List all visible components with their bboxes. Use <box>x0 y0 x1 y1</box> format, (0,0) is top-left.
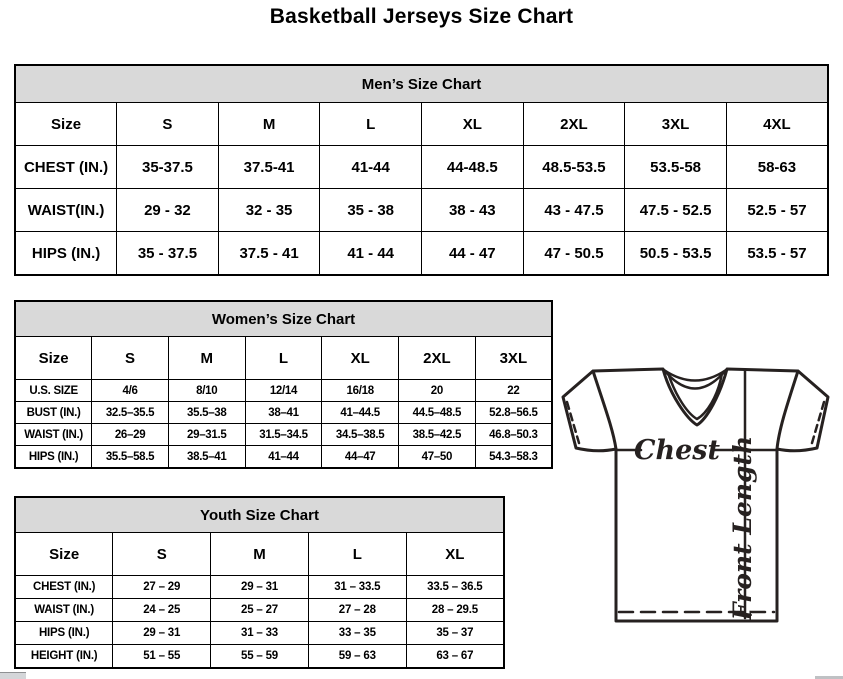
table-cell: 35 - 38 <box>320 189 422 232</box>
table-cell: 35.5–58.5 <box>92 446 169 469</box>
table-cell: 8/10 <box>168 380 245 402</box>
table-cell: 33.5 – 36.5 <box>406 576 504 599</box>
table-cell: 44–47 <box>322 446 399 469</box>
jersey-measurement-diagram <box>557 363 842 629</box>
table-cell: 50.5 - 53.5 <box>625 232 727 276</box>
table-cell: 28 – 29.5 <box>406 599 504 622</box>
mens-size-chart-table <box>14 64 829 276</box>
womens-column-header: XL <box>322 337 399 380</box>
table-cell: 34.5–38.5 <box>322 424 399 446</box>
table-cell: 46.8–50.3 <box>475 424 552 446</box>
mens-column-header: 4XL <box>726 103 828 146</box>
table-cell: 16/18 <box>322 380 399 402</box>
table-cell: 47 - 50.5 <box>523 232 625 276</box>
front-length-label: Front Length <box>728 435 757 621</box>
row-label: U.S. SIZE <box>15 380 92 402</box>
table-cell: 29 – 31 <box>113 622 211 645</box>
table-cell: 32.5–35.5 <box>92 402 169 424</box>
table-cell: 41-44 <box>320 146 422 189</box>
table-cell: 29 – 31 <box>211 576 309 599</box>
table-cell: 47.5 - 52.5 <box>625 189 727 232</box>
table-cell: 58-63 <box>726 146 828 189</box>
row-label: HIPS (IN.) <box>15 622 113 645</box>
table-cell: 31 – 33 <box>211 622 309 645</box>
table-cell: 44-48.5 <box>422 146 524 189</box>
table-cell: 33 – 35 <box>308 622 406 645</box>
table-cell: 4/6 <box>92 380 169 402</box>
table-cell: 51 – 55 <box>113 645 211 669</box>
row-label: HIPS (IN.) <box>15 446 92 469</box>
table-cell: 32 - 35 <box>218 189 320 232</box>
table-cell: 38.5–42.5 <box>399 424 476 446</box>
table-cell: 37.5 - 41 <box>218 232 320 276</box>
table-cell: 59 – 63 <box>308 645 406 669</box>
mens-chart-title: Men’s Size Chart <box>15 65 828 103</box>
youth-column-header: M <box>211 533 309 576</box>
scrollbar-fragment-left[interactable] <box>0 672 26 679</box>
row-label: WAIST(IN.) <box>15 189 117 232</box>
womens-column-header: 3XL <box>475 337 552 380</box>
table-cell: 41–44.5 <box>322 402 399 424</box>
row-label: HEIGHT (IN.) <box>15 645 113 669</box>
table-cell: 63 – 67 <box>406 645 504 669</box>
mens-column-header: S <box>117 103 219 146</box>
womens-size-header: Size <box>15 337 92 380</box>
table-cell: 35 – 37 <box>406 622 504 645</box>
womens-column-header: S <box>92 337 169 380</box>
table-cell: 12/14 <box>245 380 322 402</box>
table-cell: 35 - 37.5 <box>117 232 219 276</box>
table-cell: 55 – 59 <box>211 645 309 669</box>
table-cell: 38–41 <box>245 402 322 424</box>
table-cell: 20 <box>399 380 476 402</box>
table-cell: 27 – 28 <box>308 599 406 622</box>
youth-size-chart-table <box>14 496 505 669</box>
table-cell: 52.5 - 57 <box>726 189 828 232</box>
table-cell: 38.5–41 <box>168 446 245 469</box>
row-label: BUST (IN.) <box>15 402 92 424</box>
table-cell: 35.5–38 <box>168 402 245 424</box>
womens-column-header: M <box>168 337 245 380</box>
table-cell: 44.5–48.5 <box>399 402 476 424</box>
womens-chart-title: Women’s Size Chart <box>15 301 552 337</box>
mens-column-header: 3XL <box>625 103 727 146</box>
table-cell: 47–50 <box>399 446 476 469</box>
row-label: CHEST (IN.) <box>15 146 117 189</box>
table-cell: 35-37.5 <box>117 146 219 189</box>
table-cell: 48.5-53.5 <box>523 146 625 189</box>
table-cell: 25 – 27 <box>211 599 309 622</box>
jersey-icon <box>557 363 842 629</box>
mens-size-header: Size <box>15 103 117 146</box>
womens-size-chart-table <box>14 300 553 469</box>
row-label: WAIST (IN.) <box>15 424 92 446</box>
row-label: CHEST (IN.) <box>15 576 113 599</box>
table-cell: 54.3–58.3 <box>475 446 552 469</box>
table-cell: 53.5-58 <box>625 146 727 189</box>
womens-column-header: 2XL <box>399 337 476 380</box>
womens-column-header: L <box>245 337 322 380</box>
table-cell: 29 - 32 <box>117 189 219 232</box>
table-cell: 52.8–56.5 <box>475 402 552 424</box>
youth-chart-title: Youth Size Chart <box>15 497 504 533</box>
table-cell: 31.5–34.5 <box>245 424 322 446</box>
youth-size-header: Size <box>15 533 113 576</box>
table-cell: 29–31.5 <box>168 424 245 446</box>
youth-column-header: L <box>308 533 406 576</box>
row-label: WAIST (IN.) <box>15 599 113 622</box>
table-cell: 53.5 - 57 <box>726 232 828 276</box>
table-cell: 43 - 47.5 <box>523 189 625 232</box>
table-cell: 27 – 29 <box>113 576 211 599</box>
mens-column-header: 2XL <box>523 103 625 146</box>
chest-label: Chest <box>634 435 720 466</box>
table-cell: 37.5-41 <box>218 146 320 189</box>
table-cell: 24 – 25 <box>113 599 211 622</box>
mens-column-header: L <box>320 103 422 146</box>
table-cell: 44 - 47 <box>422 232 524 276</box>
youth-column-header: XL <box>406 533 504 576</box>
table-cell: 38 - 43 <box>422 189 524 232</box>
mens-column-header: XL <box>422 103 524 146</box>
row-label: HIPS (IN.) <box>15 232 117 276</box>
table-cell: 22 <box>475 380 552 402</box>
page-title: Basketball Jerseys Size Chart <box>269 5 574 28</box>
table-cell: 31 – 33.5 <box>308 576 406 599</box>
youth-column-header: S <box>113 533 211 576</box>
mens-column-header: M <box>218 103 320 146</box>
table-cell: 41–44 <box>245 446 322 469</box>
table-cell: 41 - 44 <box>320 232 422 276</box>
table-cell: 26–29 <box>92 424 169 446</box>
